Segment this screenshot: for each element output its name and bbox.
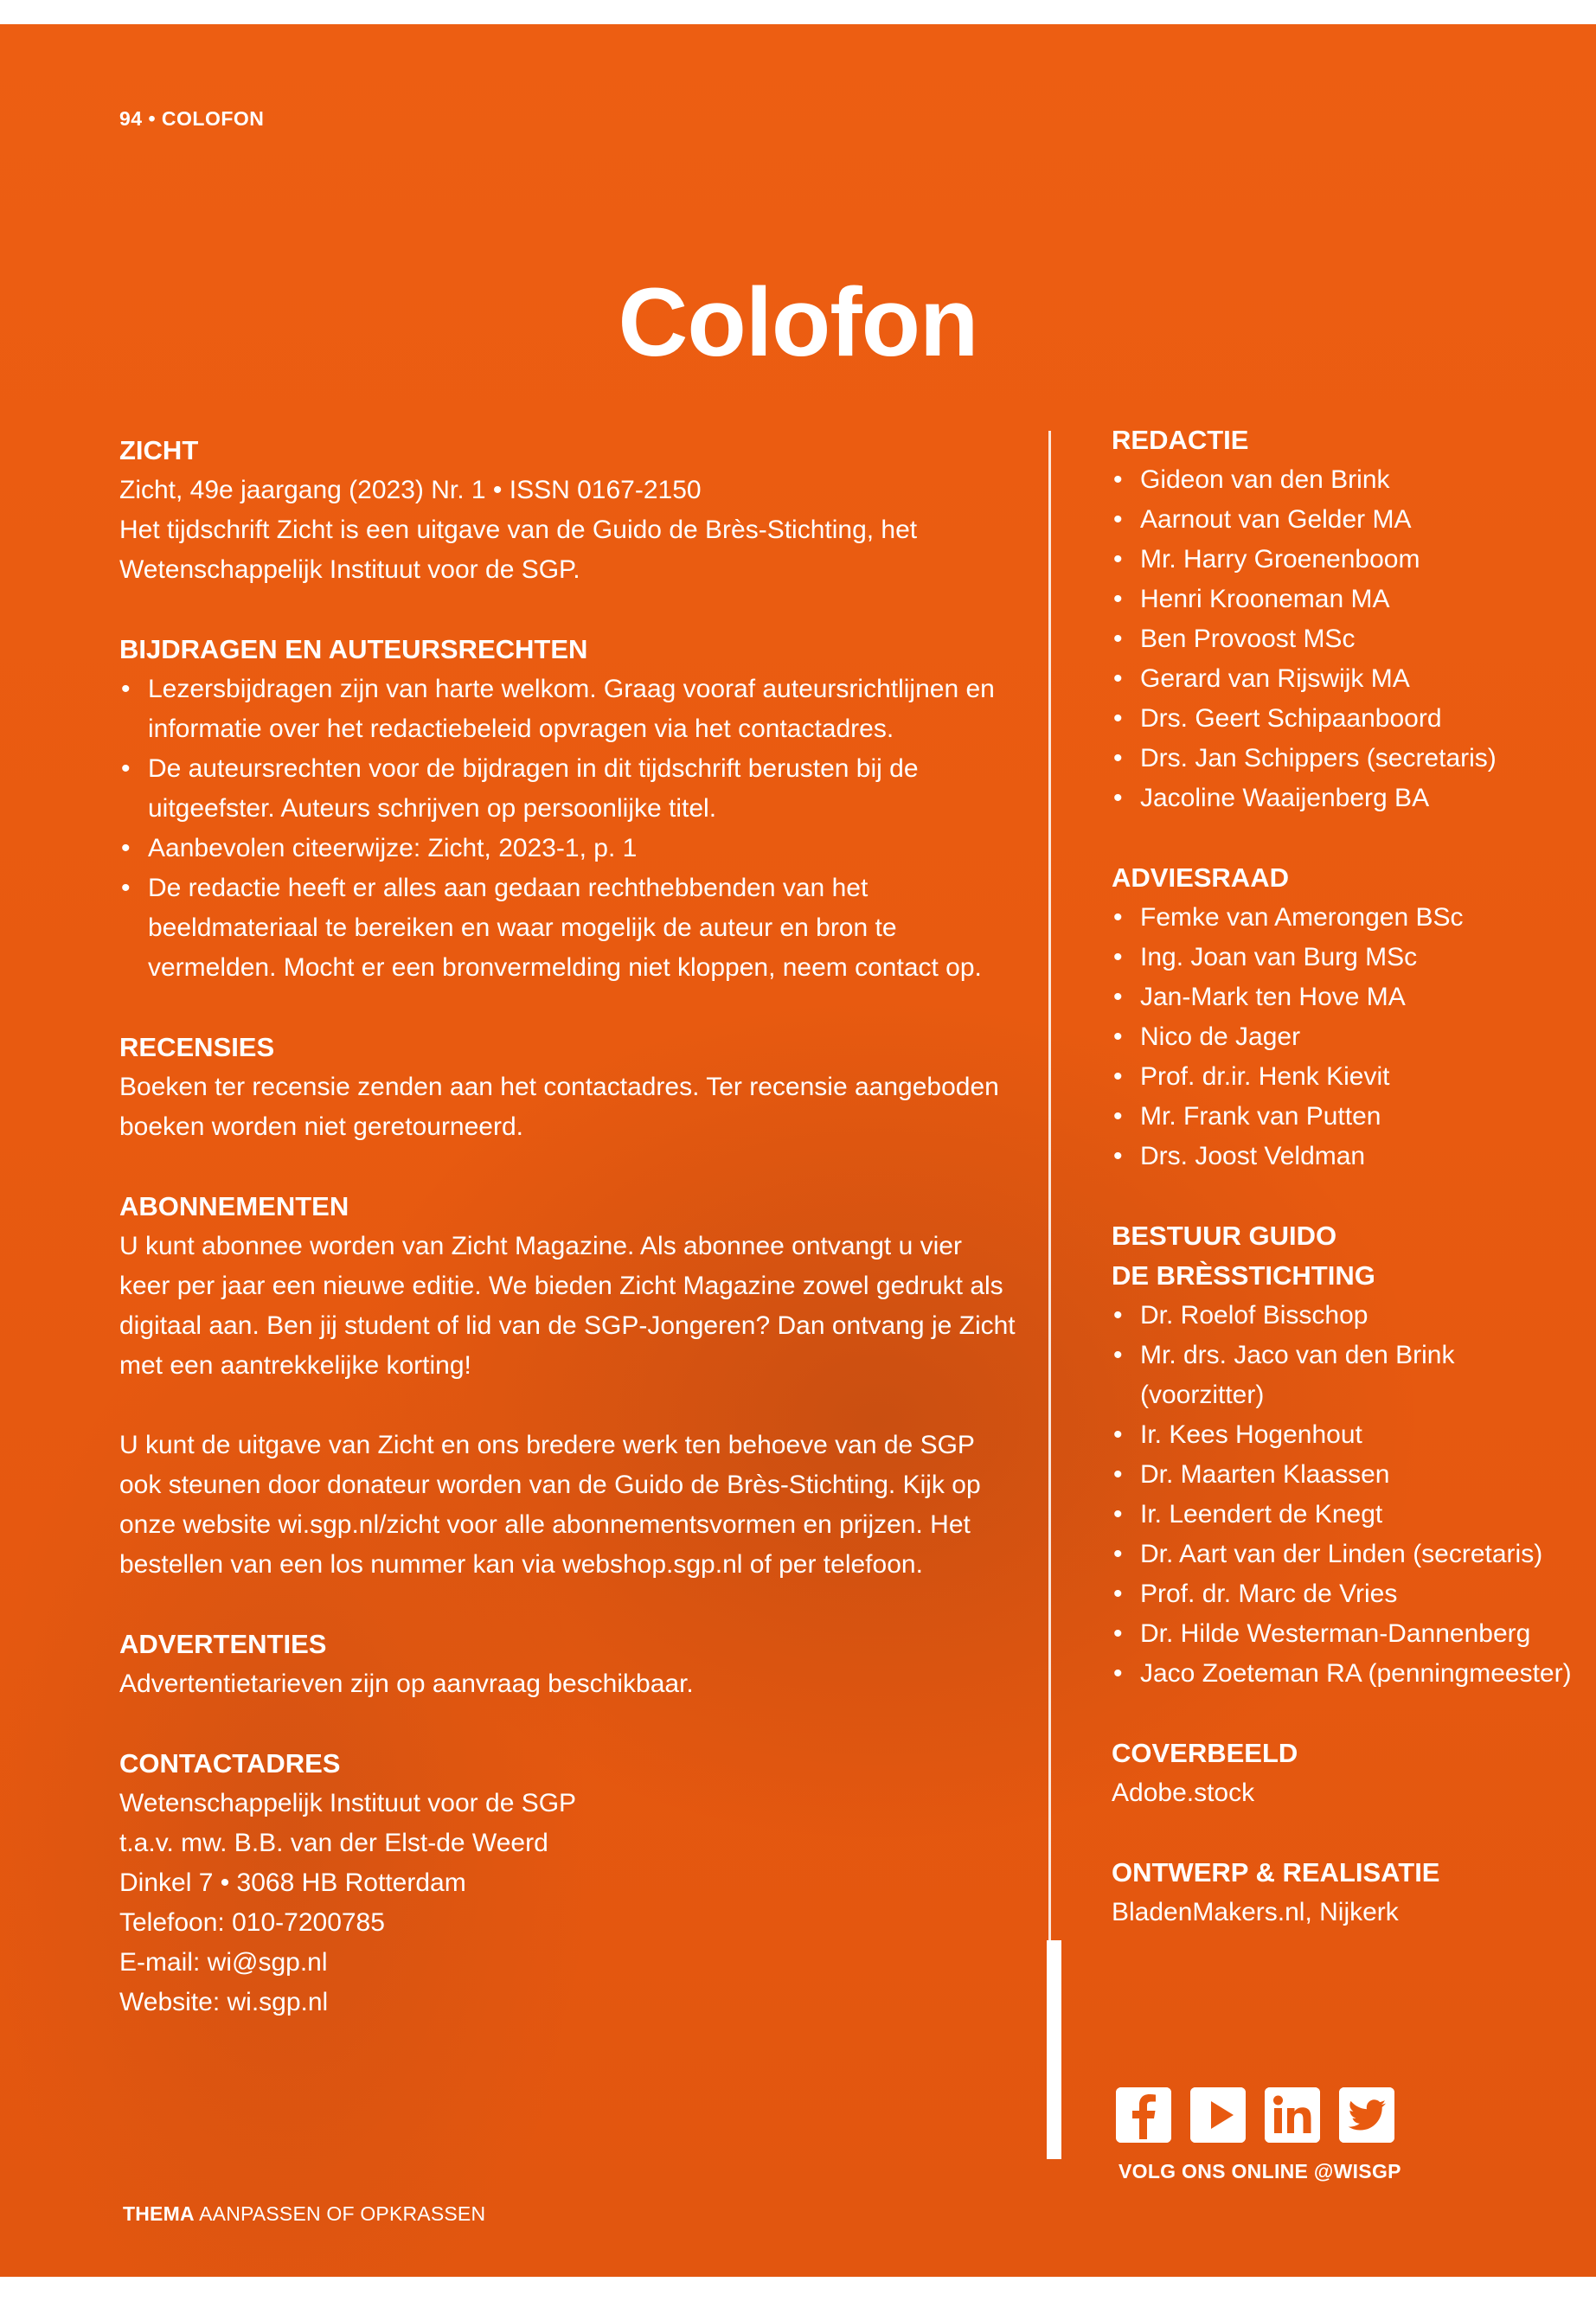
- linkedin-icon[interactable]: [1265, 2087, 1320, 2143]
- section-heading: BESTUUR GUIDO: [1112, 1221, 1337, 1251]
- list-item: • Drs. Joost Veldman: [1112, 1137, 1579, 1176]
- section-advertenties: [119, 1625, 1019, 1704]
- section-bijdragen: [119, 630, 1019, 988]
- column-divider-accent: [1047, 1940, 1061, 2159]
- section-heading: COVERBEELD: [1112, 1738, 1298, 1768]
- list-item: • De auteursrechten voor de bijdragen in dit tijdschrift berusten bij de uitgeefster. Auteurs schrijven op persoonlijke titel.: [119, 749, 1019, 829]
- list-item: • Ben Provoost MSc: [1112, 619, 1579, 659]
- abonnementen-paragraph: U kunt de uitgave van Zicht en ons bredere werk ten behoeve van de SGP ook steunen door donateur worden van de Guido de Brès-Stichting. Kijk op onze website wi.sgp.nl/zicht voor alle abonnementsvormen en prijzen. Het bestellen van een los nummer kan via webshop.sgp.nl of per telefoon.: [119, 1431, 981, 1579]
- section-coverbeeld: [1112, 1734, 1579, 1813]
- list-item: • Mr. Frank van Putten: [1112, 1097, 1579, 1137]
- facebook-icon[interactable]: [1116, 2087, 1171, 2143]
- bijdragen-list: [119, 670, 1019, 988]
- page-title: Colofon: [618, 268, 978, 376]
- list-item: • Dr. Aart van der Linden (secretaris): [1112, 1535, 1579, 1574]
- section-ontwerp: [1112, 1853, 1579, 1932]
- abonnementen-paragraph: U kunt abonnee worden van Zicht Magazine. Als abonnee ontvangt u vier keer per jaar een nieuwe editie. We bieden Zicht Magazine zowel gedrukt als digitaal aan. Ben jij student of lid van de SGP-Jongeren? Dan ontvang je Zicht met een aantrekkelijke korting!: [119, 1232, 1016, 1380]
- list-item: • Jan-Mark ten Hove MA: [1112, 977, 1579, 1017]
- list-item: • Lezersbijdragen zijn van harte welkom. Graag vooraf auteursrichtlijnen en informatie over het redactiebeleid opvragen via het contactadres.: [119, 670, 1019, 749]
- footer-theme-label: THEMA: [123, 2202, 195, 2225]
- list-item: • De redactie heeft er alles aan gedaan rechthebbenden van het beeldmateriaal te bereiken en waar mogelijk de auteur en bron te vermelden. Mocht er een bronvermelding niet kloppen, neem contact op.: [119, 868, 1019, 988]
- page-footer: [123, 2202, 485, 2226]
- section-heading: CONTACTADRES: [119, 1748, 341, 1779]
- section-heading: RECENSIES: [119, 1032, 275, 1062]
- contact-website: Website: wi.sgp.nl: [119, 1988, 329, 2016]
- list-item: • Dr. Roelof Bisschop: [1112, 1296, 1579, 1336]
- section-redactie: [1112, 420, 1579, 818]
- right-column: [1112, 420, 1579, 1972]
- list-item: • Jacoline Waaijenberg BA: [1112, 779, 1579, 818]
- contact-line: Dinkel 7 • 3068 HB Rotterdam: [119, 1868, 466, 1897]
- contact-phone: Telefoon: 010-7200785: [119, 1908, 385, 1937]
- section-contactadres: [119, 1744, 1019, 2022]
- list-item: • Drs. Geert Schipaanboord: [1112, 699, 1579, 739]
- contact-email: E-mail: wi@sgp.nl: [119, 1948, 328, 1977]
- list-item: • Gideon van den Brink: [1112, 460, 1579, 500]
- section-recensies: [119, 1028, 1019, 1147]
- section-zicht: [119, 431, 1019, 590]
- page: [0, 24, 1596, 2277]
- list-item: • Mr. drs. Jaco van den Brink (voorzitter): [1112, 1336, 1579, 1415]
- zicht-line: Wetenschappelijk Instituut voor de SGP.: [119, 555, 580, 584]
- section-heading: ABONNEMENTEN: [119, 1191, 349, 1221]
- bestuur-list: [1112, 1296, 1579, 1694]
- section-heading: BIJDRAGEN EN AUTEURSRECHTEN: [119, 634, 588, 664]
- section-heading: DE BRÈSSTICHTING: [1112, 1260, 1375, 1291]
- contact-line: Wetenschappelijk Instituut voor de SGP: [119, 1789, 577, 1817]
- list-item: • Aanbevolen citeerwijze: Zicht, 2023-1, p. 1: [119, 829, 1019, 868]
- section-bestuur: [1112, 1216, 1579, 1694]
- advertenties-text: Advertentietarieven zijn op aanvraag beschikbaar.: [119, 1670, 694, 1698]
- contact-line: t.a.v. mw. B.B. van der Elst-de Weerd: [119, 1829, 548, 1857]
- adviesraad-list: [1112, 898, 1579, 1176]
- section-heading: ADVIESRAAD: [1112, 862, 1289, 893]
- section-heading: ZICHT: [119, 435, 199, 465]
- zicht-line: Zicht, 49e jaargang (2023) Nr. 1 • ISSN 0167-2150: [119, 476, 702, 504]
- list-item: • Prof. dr.ir. Henk Kievit: [1112, 1057, 1579, 1097]
- list-item: • Gerard van Rijswijk MA: [1112, 659, 1579, 699]
- list-item: • Nico de Jager: [1112, 1017, 1579, 1057]
- ontwerp-text: BladenMakers.nl, Nijkerk: [1112, 1898, 1399, 1926]
- list-item: • Femke van Amerongen BSc: [1112, 898, 1579, 938]
- redactie-list: [1112, 460, 1579, 818]
- recensies-text: Boeken ter recensie zenden aan het contactadres. Ter recensie aangeboden boeken worden niet geretourneerd.: [119, 1073, 999, 1141]
- youtube-icon[interactable]: [1190, 2087, 1246, 2143]
- list-item: • Prof. dr. Marc de Vries: [1112, 1574, 1579, 1614]
- list-item: • Aarnout van Gelder MA: [1112, 500, 1579, 540]
- section-heading: ADVERTENTIES: [119, 1629, 327, 1659]
- zicht-line: Het tijdschrift Zicht is een uitgave van de Guido de Brès-Stichting, het: [119, 516, 918, 544]
- left-column: [119, 431, 1019, 2062]
- social-links: [1116, 2087, 1394, 2143]
- section-adviesraad: [1112, 858, 1579, 1176]
- list-item: • Drs. Jan Schippers (secretaris): [1112, 739, 1579, 779]
- list-item: • Henri Krooneman MA: [1112, 580, 1579, 619]
- list-item: • Dr. Maarten Klaassen: [1112, 1455, 1579, 1495]
- page-header: 94 • COLOFON: [119, 107, 265, 130]
- section-heading: ONTWERP & REALISATIE: [1112, 1857, 1440, 1888]
- section-abonnementen: [119, 1187, 1019, 1585]
- footer-theme-title: AANPASSEN OF OPKRASSEN: [199, 2202, 486, 2225]
- column-divider: [1048, 431, 1051, 2159]
- twitter-icon[interactable]: [1339, 2087, 1394, 2143]
- list-item: • Ir. Leendert de Knegt: [1112, 1495, 1579, 1535]
- list-item: • Mr. Harry Groenenboom: [1112, 540, 1579, 580]
- section-heading: REDACTIE: [1112, 425, 1249, 455]
- list-item: • Dr. Hilde Westerman-Dannenberg: [1112, 1614, 1579, 1654]
- list-item: • Ing. Joan van Burg MSc: [1112, 938, 1579, 977]
- social-label: VOLG ONS ONLINE @WISGP: [1118, 2160, 1401, 2182]
- coverbeeld-text: Adobe.stock: [1112, 1779, 1255, 1807]
- list-item: • Jaco Zoeteman RA (penningmeester): [1112, 1654, 1579, 1694]
- list-item: • Ir. Kees Hogenhout: [1112, 1415, 1579, 1455]
